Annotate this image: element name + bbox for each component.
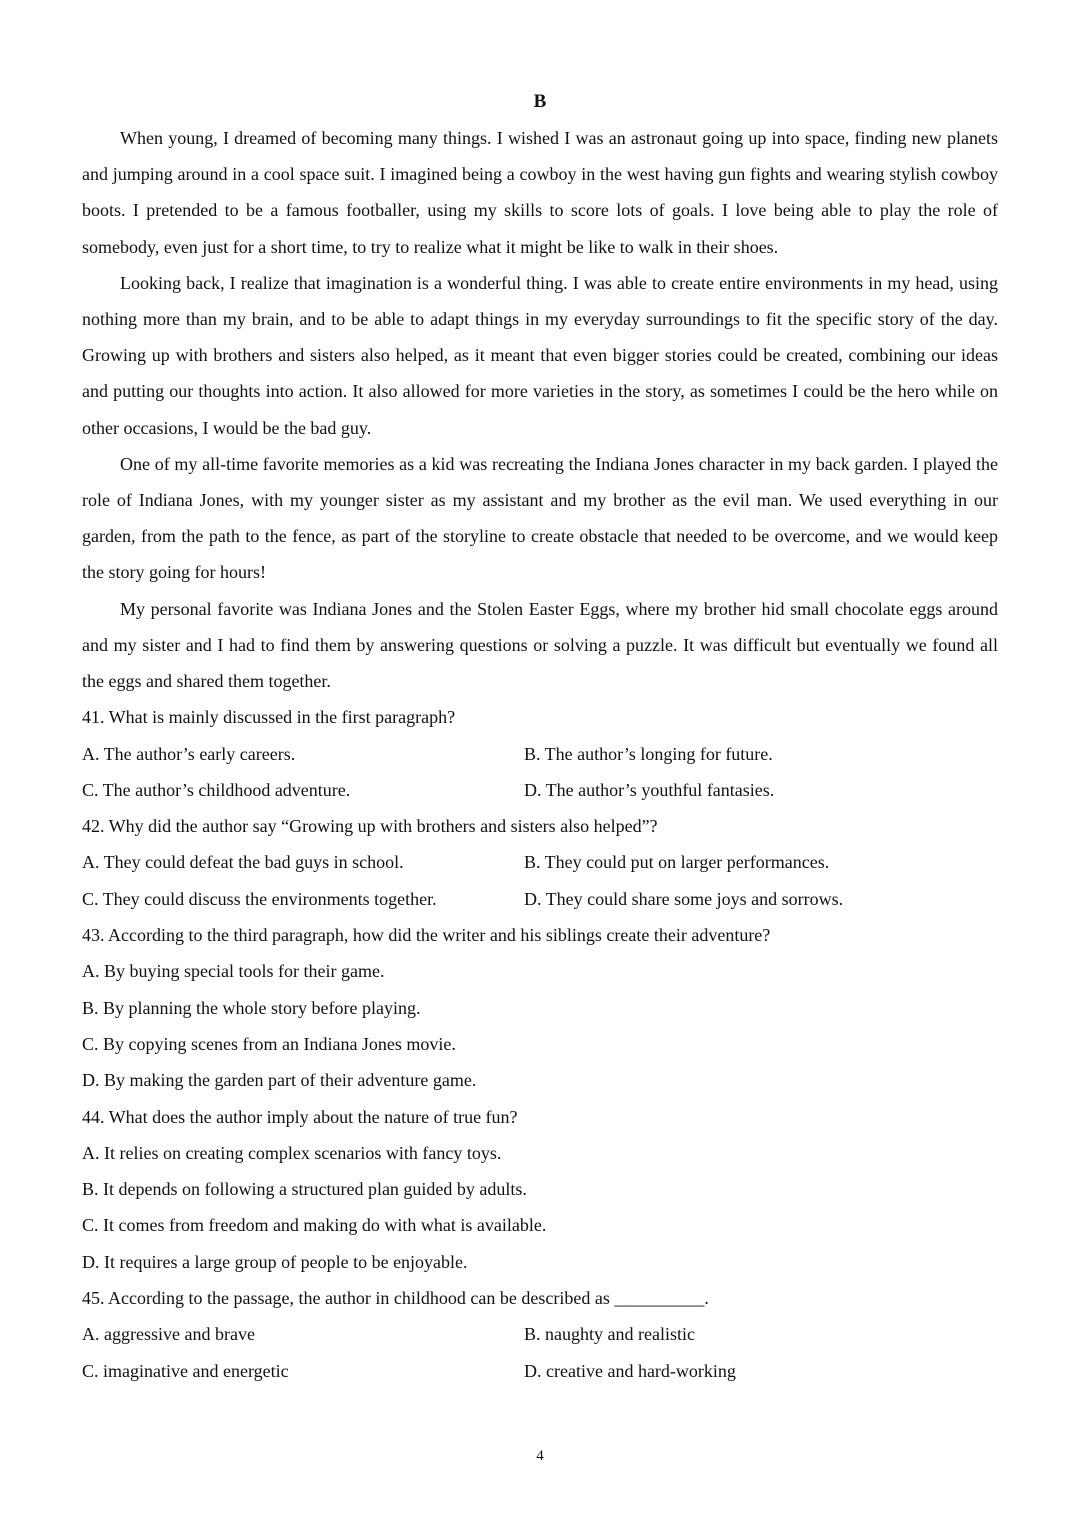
question-45 [82, 1280, 998, 1389]
option-a: A. aggressive and brave [82, 1324, 255, 1345]
question-43 [82, 917, 998, 1098]
option-c: C. imaginative and energetic [82, 1360, 289, 1381]
option-c: C. The author’s childhood adventure. [82, 779, 351, 800]
option-a: A. It relies on creating complex scenarios with fancy toys. [82, 1142, 502, 1163]
passage-paragraph-2: Looking back, I realize that imagination is a wonderful thing. I was able to create entire environments in my head, using nothing more than my brain, and to be able to adapt things in my everyday surroundings to fit the specific story of the day. Growing up with brothers and sisters also helped, as it meant that even bigger stories could be created, combining our ideas and putting our thoughts into action. It also allowed for more varieties in the story, as sometimes I could be the hero while on other occasions, I would be the bad guy. [82, 272, 998, 438]
option-a: A. The author’s early careers. [82, 743, 296, 764]
section-title: B [533, 91, 547, 112]
option-c: C. They could discuss the environments together. [82, 888, 437, 909]
passage-paragraph-4: My personal favorite was Indiana Jones and the Stolen Easter Eggs, where my brother hid small chocolate eggs around and my sister and I had to find them by answering questions or solving a puzzle. It was difficult but eventually we found all the eggs and shared them together. [82, 598, 998, 692]
question-44 [82, 1099, 998, 1280]
option-d: D. It requires a large group of people to be enjoyable. [82, 1251, 468, 1272]
option-c: C. It comes from freedom and making do with what is available. [82, 1215, 547, 1236]
passage-paragraph-1: When young, I dreamed of becoming many things. I wished I was an astronaut going up into space, finding new planets and jumping around in a cool space suit. I imagined being a cowboy in the west having gun fights and wearing stylish cowboy boots. I pretended to be a famous footballer, using my skills to score lots of goals. I love being able to play the role of somebody, even just for a short time, to try to realize what it might be like to walk in their shoes. [82, 128, 998, 257]
option-row [82, 772, 998, 808]
option-c: C. By copying scenes from an Indiana Jones movie. [82, 1033, 456, 1054]
option-row [82, 1353, 998, 1389]
option-row [82, 1316, 998, 1352]
option-b: B. naughty and realistic [524, 1324, 695, 1345]
option-b: B. It depends on following a structured plan guided by adults. [82, 1179, 527, 1200]
option-d: D. By making the garden part of their adventure game. [82, 1070, 477, 1091]
option-d: D. creative and hard-working [524, 1360, 736, 1381]
exam-page [82, 84, 998, 1389]
question-stem: 44. What does the author imply about the nature of true fun? [82, 1106, 518, 1127]
question-41 [82, 699, 998, 808]
reading-passage [82, 120, 998, 699]
question-stem: 42. Why did the author say “Growing up with brothers and sisters also helped”? [82, 816, 658, 837]
option-b: B. The author’s longing for future. [524, 743, 773, 764]
question-42 [82, 808, 998, 917]
option-row [82, 844, 998, 880]
option-a: A. They could defeat the bad guys in school. [82, 852, 404, 873]
option-d: D. The author’s youthful fantasies. [524, 779, 775, 800]
option-row [82, 736, 998, 772]
option-row [82, 881, 998, 917]
page-number: 4 [536, 1448, 544, 1464]
question-stem: 41. What is mainly discussed in the first paragraph? [82, 707, 456, 728]
option-b: B. By planning the whole story before playing. [82, 997, 421, 1018]
option-a: A. By buying special tools for their game. [82, 961, 385, 982]
option-d: D. They could share some joys and sorrows. [524, 888, 844, 909]
passage-paragraph-3: One of my all-time favorite memories as a kid was recreating the Indiana Jones character in my back garden. I played the role of Indiana Jones, with my younger sister as my assistant and my brother as the evil man. We used everything in our garden, from the path to the fence, as part of the storyline to create obstacle that needed to be overcome, and we would keep the story going for hours! [82, 453, 998, 583]
option-b: B. They could put on larger performances. [524, 852, 830, 873]
question-stem: 43. According to the third paragraph, how did the writer and his siblings create their adventure? [82, 925, 771, 946]
question-stem: 45. According to the passage, the author in childhood can be described as __________. [82, 1288, 709, 1308]
